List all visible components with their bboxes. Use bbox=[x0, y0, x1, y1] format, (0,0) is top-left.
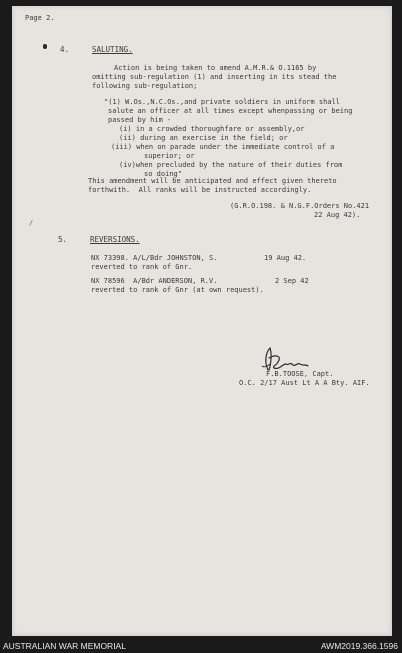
section-4-reference-date: 22 Aug 42). bbox=[314, 211, 361, 219]
reversion-entry-date: 2 Sep 42 bbox=[275, 277, 309, 285]
reversion-entry-detail: reverted to rank of Gnr (at own request). bbox=[91, 286, 264, 294]
section-4-line: This amendment will be anticipated and effect given thereto bbox=[88, 177, 337, 185]
section-4-line: forthwith. All ranks will be instructed accordingly. bbox=[88, 186, 312, 194]
section-4-line: following sub-regulation; bbox=[92, 82, 198, 90]
section-4-line: (ii) during an exercise in the field; or bbox=[119, 134, 288, 142]
reversion-entry-name: NX 73398. A/L/Bdr JOHNSTON, S. bbox=[91, 254, 218, 262]
section-5-heading: REVERSIONS. bbox=[90, 235, 140, 244]
reversion-entry-date: 19 Aug 42. bbox=[264, 254, 307, 262]
section-4-line: salute an officer at all times except whenpassing or being bbox=[108, 107, 353, 115]
section-4-line: omitting sub-regulation (1) and inserting in its stead the bbox=[92, 73, 337, 81]
section-4-line: superior; or bbox=[144, 152, 195, 160]
section-4-line: Action is being taken to amend A.M.R.& O.1165 by bbox=[114, 64, 317, 72]
archive-footer bbox=[0, 639, 402, 653]
punch-hole-mark bbox=[43, 44, 47, 49]
section-4-line: "(1) W.Os.,N.C.Os.,and private soldiers in uniform shall bbox=[104, 98, 341, 106]
footer-accession-number: AWM2019.366.1596 bbox=[320, 641, 398, 651]
reversion-entry-detail: reverted to rank of Gnr. bbox=[91, 263, 193, 271]
section-4-line: (i) in a crowded thoroughfare or assembly,or bbox=[119, 125, 305, 133]
section-4-reference: (G.R.O.198. & N.G.F.Orders No.421 bbox=[230, 202, 370, 210]
margin-mark: / bbox=[29, 219, 34, 227]
section-4-line: (iv)when precluded by the nature of their duties from bbox=[119, 161, 343, 169]
section-4-heading: SALUTING. bbox=[92, 45, 133, 54]
section-5-number: 5. bbox=[58, 235, 68, 244]
signatory-name: F.B.TOOSE, Capt. bbox=[266, 370, 334, 378]
section-4-number: 4. bbox=[60, 45, 70, 54]
section-4-line: (iii) when on parade under the immediate control of a bbox=[111, 143, 335, 151]
page-label: Page 2. bbox=[25, 14, 55, 22]
footer-institution: AUSTRALIAN WAR MEMORIAL bbox=[3, 641, 126, 651]
signatory-title: O.C. 2/17 Aust Lt A A Bty. AIF. bbox=[239, 379, 370, 387]
section-4-line: so doing" bbox=[144, 170, 182, 178]
section-4-line: passed by him - bbox=[108, 116, 172, 124]
reversion-entry-name: NX 78596 A/Bdr ANDERSON, R.V. bbox=[91, 277, 218, 285]
document-page bbox=[12, 6, 392, 636]
